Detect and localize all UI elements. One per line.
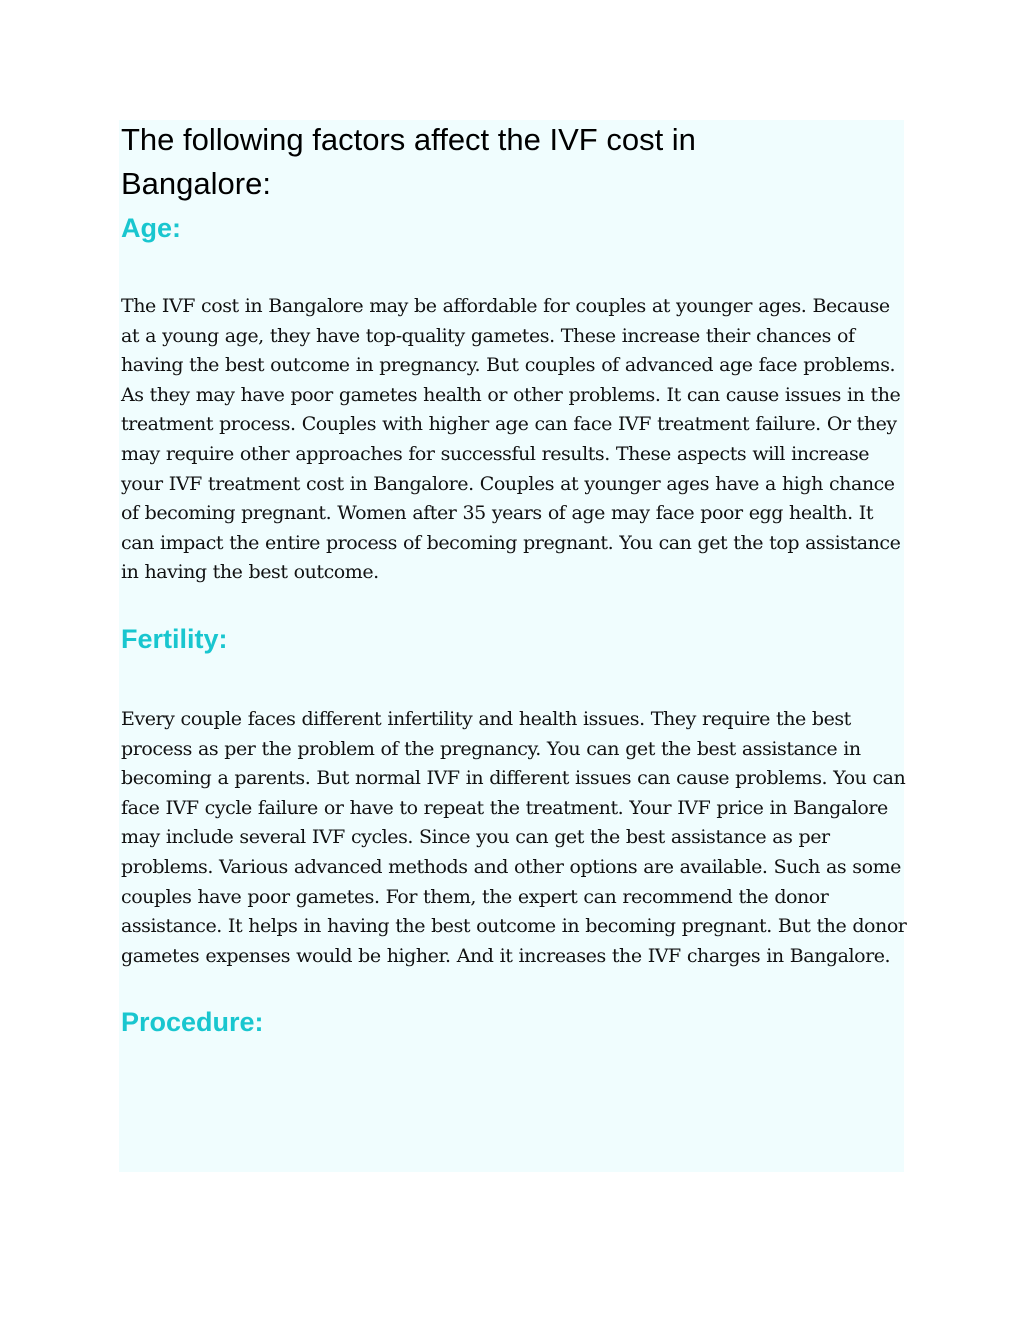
page-title: The following factors affect the IVF cost in Bangalore: bbox=[121, 122, 696, 201]
section-heading-age: Age: bbox=[121, 213, 181, 243]
section-heading-procedure: Procedure: bbox=[121, 1007, 264, 1038]
document-content bbox=[121, 118, 906, 1040]
section-body-age: The IVF cost in Bangalore may be affordable for couples at younger ages. Because at a young age, they have top-quality gametes. These increase their chances of having the best outcome in pregnancy. But couples of advanced age face problems. As they may have poor gametes health or other problems. It can cause issues in the treatment process. Couples with higher age can face IVF treatment failure. Or they may require other approaches for successful results. These aspects will increase your IVF treatment cost in Bangalore. Couples at younger ages have a high chance of becoming pregnant. Women after 35 years of age may face poor egg health. It can impact the entire process of becoming pregnant. You can get the top assistance in having the best outcome. bbox=[121, 295, 901, 584]
section-heading-fertility: Fertility: bbox=[121, 623, 228, 654]
section-body-fertility: Every couple faces different infertility and health issues. They require the best process as per the problem of the pregnancy. You can get the best assistance in becoming a parents. But normal IVF in different issues can cause problems. You can face IVF cycle failure or have to repeat the treatment. Your IVF price in Bangalore may include several IVF cycles. Since you can get the best assistance as per problems. Various advanced methods and other options are available. Such as some couples have poor gametes. For them, the expert can recommend the donor assistance. It helps in having the best outcome in becoming pregnant. But the donor gametes expenses would be higher. And it increases the IVF charges in Bangalore. bbox=[121, 707, 907, 967]
